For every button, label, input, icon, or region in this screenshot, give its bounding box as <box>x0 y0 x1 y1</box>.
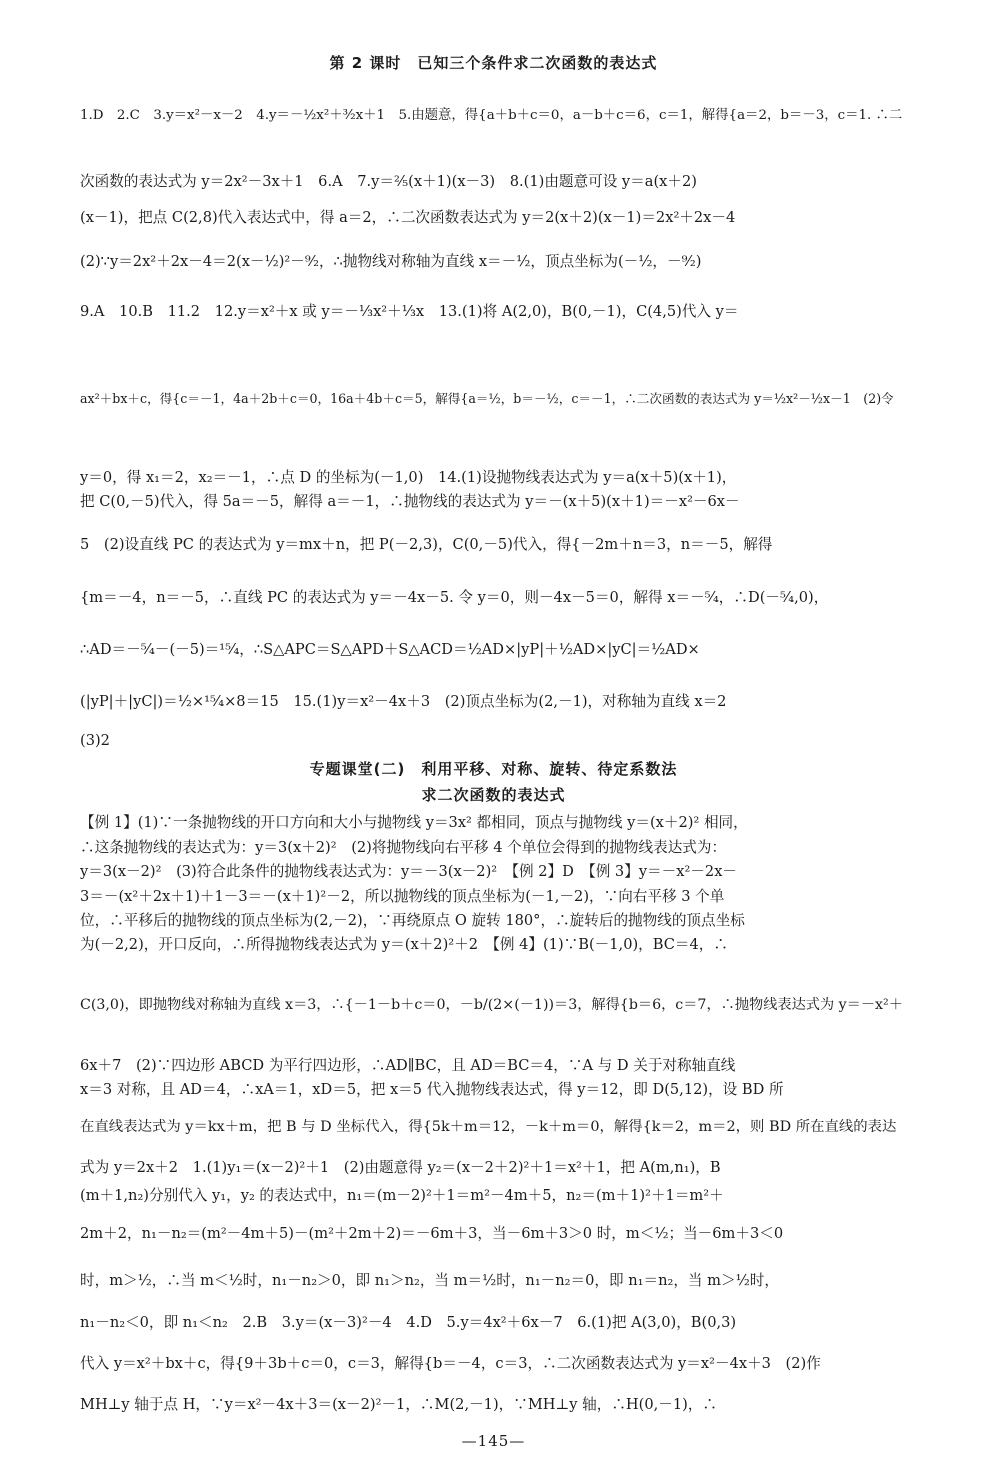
s2-line-1: 【例 1】(1)∵一条抛物线的开口方向和大小与抛物线 y＝3x² 都相同，顶点与抛物线 y＝(x＋2)² 相同， <box>80 814 748 831</box>
s2-line-3: y＝3(x－2)² (3)符合此条件的抛物线表达式为：y＝－3(x－2)² 【例 2】D 【例 3】y＝－x²－2x－ <box>80 863 738 880</box>
s2-line-12: (m＋1,n₂)分别代入 y₁，y₂ 的表达式中，n₁＝(m－2)²＋1＝m²－4m＋5，n₂＝(m＋1)²＋1＝m²＋ <box>80 1187 724 1204</box>
s1-line-6: ax²＋bx＋c，得{c＝－1，4a＋2b＋c＝0，16a＋4b＋c＝5，解得{a＝½，b＝－½，c＝－1，∴二次函数的表达式为 y＝½x²－½x－1 (2)令 <box>80 391 894 406</box>
s1-line-9: 5 (2)设直线 PC 的表达式为 y＝mx＋n，把 P(－2,3)，C(0,－5)代入，得{－2m＋n＝3，n＝－5，解得 <box>80 536 773 553</box>
s2-line-14: 时，m＞½，∴当 m＜½时，n₁－n₂＞0，即 n₁＞n₂，当 m＝½时，n₁－n₂＝0，即 n₁＝n₂，当 m＞½时， <box>80 1272 779 1289</box>
s1-line-8: 把 C(0,－5)代入，得 5a＝－5，解得 a＝－1，∴抛物线的表达式为 y＝－(x＋5)(x＋1)＝－x²－6x－ <box>80 493 740 510</box>
s2-line-11: 式为 y＝2x＋2 1.(1)y₁＝(x－2)²＋1 (2)由题意得 y₂＝(x－2＋2)²＋1＝x²＋1，把 A(m,n₁)，B <box>80 1159 721 1176</box>
s2-line-10: 在直线表达式为 y＝kx＋m，把 B 与 D 坐标代入，得{5k＋m＝12，－k＋m＝0，解得{k＝2，m＝2，则 BD 所在直线的表达 <box>80 1119 897 1135</box>
section2-title-line2: 求二次函数的表达式 <box>421 786 566 804</box>
s2-line-9: x＝3 对称，且 AD＝4，∴xA＝1，xD＝5，把 x＝5 代入抛物线表达式，得 y＝12，即 D(5,12)，设 BD 所 <box>80 1081 784 1098</box>
s2-line-7: C(3,0)，即抛物线对称轴为直线 x＝3，∴{－1－b＋c＝0，－b/(2×(－1))＝3，解得{b＝6，c＝7，∴抛物线表达式为 y＝－x²＋ <box>80 997 903 1013</box>
s1-line-7: y＝0，得 x₁＝2，x₂＝－1，∴点 D 的坐标为(－1,0) 14.(1)设抛物线表达式为 y＝a(x＋5)(x＋1)， <box>80 469 737 486</box>
s2-line-4: 3＝－(x²＋2x＋1)＋1－3＝－(x＋1)²－2，所以抛物线的顶点坐标为(－1,－2)，∵向右平移 3 个单 <box>80 888 725 905</box>
s1-line-5: 9.A 10.B 11.2 12.y＝x²＋x 或 y＝－⅓x²＋⅓x 13.(1)将 A(2,0)，B(0,－1)，C(4,5)代入 y＝ <box>80 303 739 320</box>
s1-line-13: (3)2 <box>80 732 110 749</box>
s1-line-10: {m＝－4，n＝－5，∴直线 PC 的表达式为 y＝－4x－5. 令 y＝0，则－4x－5＝0，解得 x＝－⁵⁄₄，∴D(－⁵⁄₄,0)， <box>80 589 829 606</box>
s1-line-12: (|yP|＋|yC|)＝½×¹⁵⁄₄×8＝15 15.(1)y＝x²－4x＋3 (2)顶点坐标为(2,－1)，对称轴为直线 x＝2 <box>80 693 727 710</box>
s2-line-5: 位，∴平移后的抛物线的顶点坐标为(2,－2)，∵再绕原点 O 旋转 180°，∴旋转后的抛物线的顶点坐标 <box>80 912 745 929</box>
s2-line-16: 代入 y＝x²＋bx＋c，得{9＋3b＋c＝0，c＝3，解得{b＝－4，c＝3，∴二次函数表达式为 y＝x²－4x＋3 (2)作 <box>80 1355 821 1372</box>
s2-line-2: ∴这条抛物线的表达式为：y＝3(x＋2)² (2)将抛物线向右平移 4 个单位会得到的抛物线表达式为： <box>80 839 727 856</box>
s2-line-15: n₁－n₂＜0，即 n₁＜n₂ 2.B 3.y＝(x－3)²－4 4.D 5.y＝4x²＋6x－7 6.(1)把 A(3,0)，B(0,3) <box>80 1314 737 1331</box>
s2-line-8: 6x＋7 (2)∵四边形 ABCD 为平行四边形，∴AD∥BC，且 AD＝BC＝4，∵A 与 D 关于对称轴直线 <box>80 1057 736 1074</box>
s2-line-17: MH⊥y 轴于点 H，∵y＝x²－4x＋3＝(x－2)²－1，∴M(2,－1)，∵MH⊥y 轴，∴H(0,－1)，∴ <box>80 1396 718 1413</box>
s1-line-4: (2)∵y＝2x²＋2x－4＝2(x－½)²－⁹⁄₂，∴抛物线对称轴为直线 x＝－½，顶点坐标为(－½，－⁹⁄₂) <box>80 253 702 270</box>
section2-title-line1: 专题课堂(二) 利用平移、对称、旋转、待定系数法 <box>309 760 678 778</box>
s2-line-6: 为(－2,2)，开口反向，∴所得抛物线表达式为 y＝(x＋2)²＋2 【例 4】(1)∵B(－1,0)，BC＝4，∴ <box>80 936 728 953</box>
s1-line-2: 次函数的表达式为 y＝2x²－3x＋1 6.A 7.y＝²⁄₅(x＋1)(x－3) 8.(1)由题意可设 y＝a(x＋2) <box>80 173 697 190</box>
page-number: —145— <box>461 1432 526 1450</box>
s1-line-11: ∴AD＝－⁵⁄₄－(－5)＝¹⁵⁄₄，∴S△APC＝S△APD＋S△ACD＝½AD×|yP|＋½AD×|yC|＝½AD× <box>80 641 700 658</box>
s1-line-1: 1.D 2.C 3.y＝x²－x－2 4.y＝－½x²＋³⁄₂x＋1 5.由题意，得{a＋b＋c＝0，a－b＋c＝6，c＝1，解得{a＝2，b＝－3，c＝1. ∴二 <box>80 108 903 123</box>
s1-line-3: (x－1)，把点 C(2,8)代入表达式中，得 a＝2，∴二次函数表达式为 y＝2(x＋2)(x－1)＝2x²＋2x－4 <box>80 209 736 226</box>
section1-title: 第 2 课时 已知三个条件求二次函数的表达式 <box>329 54 658 72</box>
s2-line-13: 2m＋2，n₁－n₂＝(m²－4m＋5)－(m²＋2m＋2)＝－6m＋3，当－6m＋3＞0 时，m＜½；当－6m＋3＜0 <box>80 1225 784 1242</box>
